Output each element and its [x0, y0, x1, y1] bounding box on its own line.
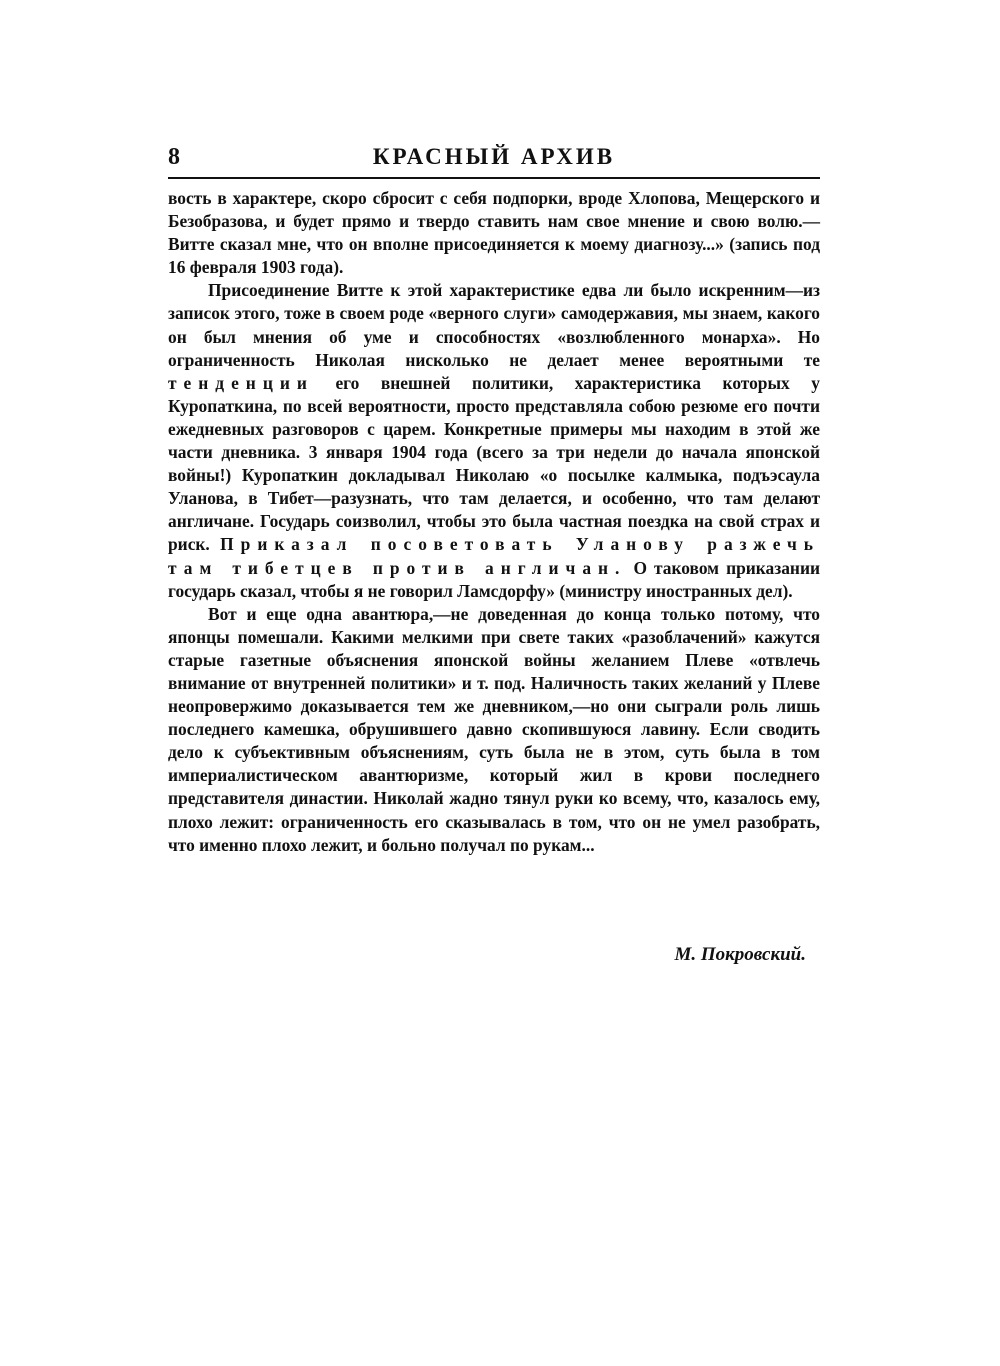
paragraph-1: вость в характере, скоро сбросит с себя подпорки, вроде Хлопова, Мещерского и Безобразова, и будет прямо и твердо ставить нам свое мнение и свою волю.—Витте сказал мне, что он вполне присоединяется к моему диагнозу...» (запись под 16 февраля 1903 года).	[168, 188, 820, 278]
header-rule	[168, 177, 820, 179]
page-header	[168, 140, 820, 174]
author-signature: М. Покровский.	[674, 944, 806, 965]
paragraph-2-text-a: Присоединение Витте к этой характеристике едва ли было искренним—из записок этого, тоже в своем роде «верного слуги» самодержавия, мы знаем, какого он был мнения об уме и способностях «возлюбленного монарха». Но ограниченность Николая нисколько не делает менее вероятными те	[168, 280, 820, 370]
emphasis-tendencies: тенденции	[168, 372, 314, 393]
paragraph-3: Вот и еще одна авантюра,—не доведенная до конца только потому, что японцы помешали. Какими мелкими при свете таких «разоблачений» кажутся старые газетные объяснения японской войны желанием Плеве «отвлечь внимание от внутренней политики» и т. под. Наличность таких желаний у Плеве неопровержимо доказывается тем же дневником,—но они сыграли роль лишь последнего камешка, обрушившего давно скопившуюся лавину. Если сводить дело к субъективным объяснениям, суть была не в этом, суть была в том империалистическом авантюризме, который жил в крови последнего представителя династии. Николай жадно тянул руки ко всему, что, казалось ему, плохо лежит: ограниченность его сказывалась в том, что он не умел разобрать, что именно плохо лежит, и больно получал по рукам...	[168, 603, 820, 855]
paragraph-2-text-b: его внешней политики, характеристика которых у Куропаткина, по всей вероятности, просто представляла собою резюме его почти ежедневных разговоров с царем. Конкретные примеры мы находим в этой же части дневника. 3 января 1904 года (всего за три недели до начала японской войны!) Куропаткин докладывал Николаю «о посылке калмыка, подъэсаула Уланова, в Тибет—разузнать, что там делается, и особенно, что там делают англичане. Государь соизволил, чтобы это была частная поездка на свой страх и риск.	[168, 372, 820, 555]
paragraph-2	[168, 279, 820, 602]
paragraph-2-text-c: О таковом приказании государь сказал, чтобы я не говорил Ламсдорфу» (министру иностранных дел).	[168, 557, 820, 601]
page-number: 8	[168, 144, 180, 170]
running-title: КРАСНЫЙ АРХИВ	[372, 144, 616, 169]
body-text	[168, 187, 820, 857]
emphasis-quote: Приказал посоветовать Уланову разжечь там тибетцев против англичан.	[168, 534, 820, 578]
